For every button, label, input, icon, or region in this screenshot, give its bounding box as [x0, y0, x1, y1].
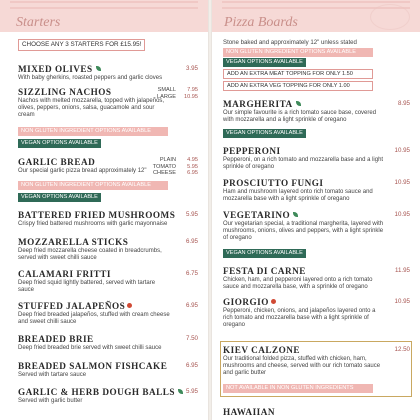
starters-offer-box: CHOOSE ANY 3 STARTERS FOR £15.95!: [18, 39, 145, 51]
item-description: Our special garlic pizza bread approximately 12": [18, 168, 147, 174]
item-name: GARLIC & HERB DOUGH BALLS: [18, 387, 198, 397]
menu-item-calamari-fritti: [18, 269, 198, 294]
item-description: Deep fried breaded jalapeños, stuffed with cream cheese and sweet chilli sauce: [18, 312, 170, 326]
header-stripe: [10, 1, 198, 3]
item-price: 10.95: [394, 211, 410, 218]
item-name: PEPPERONI: [223, 146, 281, 156]
vegan-tag: VEGAN OPTIONS AVAILABLE: [223, 58, 306, 67]
item-description: Served with garlic butter: [18, 398, 83, 404]
vegan-leaf-icon: [96, 66, 101, 71]
item-price: 10.95: [394, 179, 410, 186]
size-label: CHEESE: [152, 170, 176, 176]
size-label: PLAIN: [159, 157, 176, 163]
item-price: 10.95: [394, 147, 410, 154]
item-description: Pepperoni, chicken, onions, and jalapeños layered onto a rich tomato and mozzarella base with a light sprinkle of oregano: [223, 308, 376, 329]
item-description: Chicken, ham, and pepperoni layered onto a rich tomato sauce and mozzarella base, with a sprinkle of oregano: [223, 277, 373, 291]
item-description: Deep fried squid lightly battered, served with tartare sauce: [18, 280, 156, 294]
menu-item-mozzarella-sticks: [18, 237, 198, 262]
item-description: With baby gherkins, roasted peppers and garlic cloves: [18, 75, 163, 81]
menu-item-breaded-salmon-fishcake: [18, 361, 198, 379]
menu-item-prosciutto-fungi: [223, 178, 410, 203]
item-description: Served with tartare sauce: [18, 372, 87, 378]
item-name: FESTA DI CARNE: [223, 266, 306, 276]
menu-item-battered-fried-mushrooms: [18, 210, 198, 228]
item-price: 6.95: [185, 238, 198, 245]
item-description: Our simple favourite is a rich tomato sauce base, covered with mozzarella and a light sprinkle of oregano: [223, 110, 377, 124]
size-price: 6.95: [187, 170, 198, 176]
header-stripe: [10, 7, 198, 9]
not-available-non-gluten-tag: NOT AVAILABLE IN NON GLUTEN INGREDIENTS: [223, 384, 373, 393]
item-size-prices: [153, 157, 198, 177]
item-description: Deep fried breaded brie served with sweet chilli sauce: [18, 345, 162, 351]
vegan-leaf-icon: [296, 101, 301, 106]
item-name: MOZZARELLA STICKS: [18, 237, 129, 247]
menu-item-garlic-herb-dough-balls: [18, 387, 198, 405]
vegan-leaf-icon: [293, 212, 298, 217]
item-price: 6.95: [185, 302, 198, 309]
menu-item-kiev-calzone: [223, 345, 410, 378]
extra-veg-topping-box: ADD AN EXTRA VEG TOPPING FOR ONLY 1.00: [223, 81, 373, 91]
item-name: GIORGIO: [223, 297, 410, 307]
non-gluten-tag: NON GLUTEN INGREDIENT OPTIONS AVAILABLE: [18, 127, 168, 136]
pizza-boards-title: Pizza Boards: [224, 15, 298, 30]
vegan-tag: VEGAN OPTIONS AVAILABLE: [223, 129, 306, 138]
menu-item-mixed-olives: [18, 64, 198, 82]
vegan-leaf-icon: [178, 389, 183, 394]
item-name: MARGHERITA: [223, 99, 410, 109]
item-name: KIEV CALZONE: [223, 345, 301, 355]
item-name: VEGETARINO: [223, 210, 410, 220]
item-description: Nachos with melted mozzarella, topped with jalapeños, olives, peppers, onions, salsa, guacamole and sour cream: [18, 98, 165, 119]
menu-item-giorgio: [223, 297, 410, 330]
menu-item-stuffed-jalapenos: [18, 301, 198, 326]
starters-page: [0, 0, 209, 420]
menu-item-vegetarino: [223, 210, 410, 243]
item-description: Ham and mushroom layered onto rich tomato sauce and mozzarella base with a light sprinkle of oregano: [223, 189, 373, 203]
item-description: Deep fried mozzarella cheese coated in breadcrumbs, served with sweet chilli sauce: [18, 248, 162, 262]
item-name: CALAMARI FRITTI: [18, 269, 112, 279]
item-name: BATTERED FRIED MUSHROOMS: [18, 210, 176, 220]
item-name: BREADED SALMON FISHCAKE: [18, 361, 168, 371]
menu-item-festa-di-carne: [223, 266, 410, 291]
extra-meat-topping-box: ADD AN EXTRA MEAT TOPPING FOR ONLY 1.50: [223, 69, 373, 79]
size-label: TOMATO: [152, 163, 176, 170]
header-stripe: [222, 1, 410, 3]
size-label: LARGE: [157, 93, 176, 100]
item-price: 6.95: [185, 362, 198, 369]
item-price: 5.95: [185, 211, 198, 218]
menu-item-breaded-brie: [18, 334, 198, 352]
size-price: 4.95: [187, 157, 198, 163]
item-price: 6.75: [185, 270, 198, 277]
vegan-tag: VEGAN OPTIONS AVAILABLE: [18, 193, 101, 202]
non-gluten-tag: NON GLUTEN INGREDIENT OPTIONS AVAILABLE: [18, 181, 168, 190]
item-price: 11.95: [394, 267, 410, 274]
item-name: BREADED BRIE: [18, 334, 94, 344]
logo-watermark-icon: [370, 4, 410, 30]
item-name: STUFFED JALAPEÑOS: [18, 301, 198, 311]
item-price: 5.95: [185, 388, 198, 395]
size-price: 7.95: [187, 87, 198, 93]
menu-item-garlic-bread: [18, 157, 198, 175]
non-gluten-tag: NON GLUTEN INGREDIENT OPTIONS AVAILABLE: [223, 48, 373, 57]
pizza-boards-page: [211, 0, 420, 420]
menu-item-margherita: [223, 99, 410, 124]
item-name: SIZZLING NACHOS: [18, 87, 112, 97]
item-description: Our vegetarian special, a traditional margherita, layered with mushrooms, onions, olives and peppers, with a light sprinkle of oregano: [223, 221, 384, 242]
size-label: SMALL: [157, 87, 176, 93]
chili-icon: [271, 299, 276, 304]
menu-item-sizzling-nachos: [18, 87, 198, 120]
item-price: 10.95: [394, 298, 410, 305]
item-price: 3.95: [185, 65, 198, 72]
pizza-intro: Stone baked and approximately 12" unless stated: [223, 39, 357, 46]
size-price: 10.95: [184, 93, 198, 100]
item-name: MIXED OLIVES: [18, 64, 198, 74]
vegan-tag: VEGAN OPTIONS AVAILABLE: [223, 249, 306, 258]
item-price: 8.95: [397, 100, 410, 107]
menu-item-hawaiian: [223, 407, 410, 417]
item-description: Our traditional folded pizza, stuffed with chicken, ham, mushrooms and cheese, served with our rich tomato sauce and garlic butter: [223, 356, 381, 377]
item-price: 12.50: [394, 346, 410, 353]
vegan-tag: VEGAN OPTIONS AVAILABLE: [18, 139, 101, 148]
chili-icon: [127, 303, 132, 308]
item-name: HAWAIIAN: [223, 407, 275, 417]
item-name: GARLIC BREAD: [18, 157, 96, 167]
item-size-prices: [157, 87, 198, 100]
menu-item-pepperoni: [223, 146, 410, 171]
item-description: Crispy fried battered mushrooms with garlic mayonnaise: [18, 221, 168, 227]
item-price: 7.50: [185, 335, 198, 342]
item-name: PROSCIUTTO FUNGI: [223, 178, 324, 188]
item-description: Pepperoni, on a rich tomato and mozzarella base and a light sprinkle of oregano: [223, 157, 384, 171]
starters-title: Starters: [16, 15, 61, 30]
size-price: 5.95: [187, 163, 198, 170]
